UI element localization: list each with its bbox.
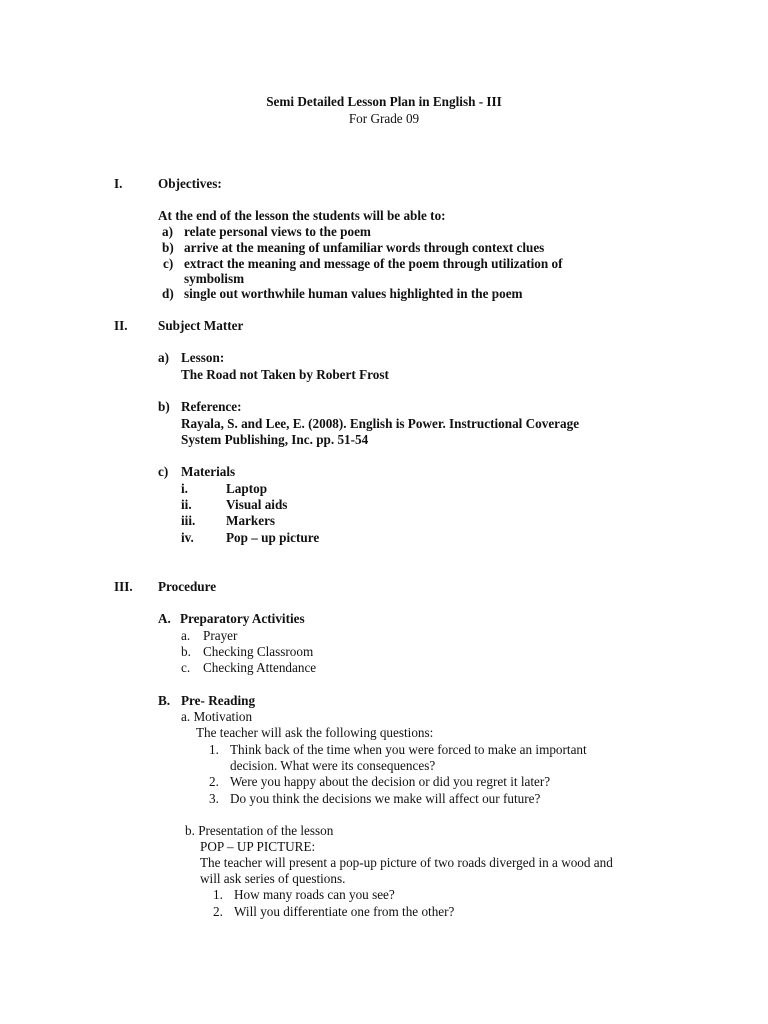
grade-subtitle: For Grade 09 <box>348 111 420 126</box>
objective-item: arrive at the meaning of unfamiliar words through context clues <box>184 240 545 255</box>
section-numeral: II. <box>114 318 128 333</box>
materials-label: Materials <box>181 464 236 479</box>
motivation-intro: The teacher will ask the following questions: <box>196 725 434 740</box>
section-heading: Subject Matter <box>158 318 244 333</box>
list-marker: B. <box>158 693 171 708</box>
document-title: Semi Detailed Lesson Plan in English - III <box>266 94 502 109</box>
presentation-text: The teacher will present a pop-up picture of two roads diverged in a wood and <box>200 855 613 870</box>
objective-item: extract the meaning and message of the poem through utilization of <box>184 256 563 271</box>
reference-line: Rayala, S. and Lee, E. (2008). English is Power. Instructional Coverage <box>181 416 580 431</box>
section-heading: Objectives: <box>158 176 222 191</box>
question-item: Were you happy about the decision or did you regret it later? <box>230 774 551 789</box>
list-marker: a) <box>158 350 169 365</box>
list-marker: 2. <box>209 774 219 789</box>
list-marker: ii. <box>181 497 192 512</box>
list-marker: c. <box>181 660 191 675</box>
list-marker: 1. <box>213 887 223 902</box>
list-marker: iii. <box>181 513 196 528</box>
list-marker: 2. <box>213 904 223 919</box>
material-item: Visual aids <box>226 497 288 512</box>
list-marker: a) <box>162 224 173 239</box>
reference-label: Reference: <box>181 399 242 414</box>
section-heading: Procedure <box>158 579 217 594</box>
presentation-question: How many roads can you see? <box>234 887 395 902</box>
list-marker: d) <box>162 286 174 301</box>
list-marker: c) <box>158 464 169 479</box>
list-marker: A. <box>158 611 171 626</box>
preparatory-item: Prayer <box>203 628 238 643</box>
pop-up-heading: POP – UP PICTURE: <box>200 839 316 854</box>
material-item: Laptop <box>226 481 268 496</box>
preparatory-item: Checking Attendance <box>203 660 317 675</box>
presentation-question: Will you differentiate one from the other? <box>234 904 455 919</box>
question-item: Think back of the time when you were forced to make an important <box>230 742 587 757</box>
objective-item: single out worthwhile human values highlighted in the poem <box>184 286 523 301</box>
list-marker: 3. <box>209 791 219 806</box>
list-marker: 1. <box>209 742 219 757</box>
list-marker: b) <box>162 240 174 255</box>
presentation-text: will ask series of questions. <box>200 871 346 886</box>
list-marker: a. <box>181 628 191 643</box>
section-numeral: I. <box>114 176 123 191</box>
question-item: Do you think the decisions we make will affect our future? <box>230 791 541 806</box>
list-marker: b) <box>158 399 170 414</box>
section-numeral: III. <box>114 579 133 594</box>
reference-line: System Publishing, Inc. pp. 51-54 <box>181 432 369 447</box>
objectives-intro: At the end of the lesson the students will be able to: <box>158 208 446 223</box>
list-marker: iv. <box>181 530 194 545</box>
presentation-label: b. Presentation of the lesson <box>185 823 334 838</box>
preparatory-label: Preparatory Activities <box>180 611 305 626</box>
objective-item-continuation: symbolism <box>184 271 245 286</box>
material-item: Markers <box>226 513 276 528</box>
list-marker: c) <box>163 256 174 271</box>
preparatory-item: Checking Classroom <box>203 644 314 659</box>
objective-item: relate personal views to the poem <box>184 224 371 239</box>
lesson-label: Lesson: <box>181 350 225 365</box>
material-item: Pop – up picture <box>226 530 320 545</box>
list-marker: b. <box>181 644 191 659</box>
question-item-continuation: decision. What were its consequences? <box>230 758 436 773</box>
motivation-label: a. Motivation <box>181 709 253 724</box>
lesson-value: The Road not Taken by Robert Frost <box>181 367 389 382</box>
pre-reading-label: Pre- Reading <box>181 693 256 708</box>
list-marker: i. <box>181 481 188 496</box>
